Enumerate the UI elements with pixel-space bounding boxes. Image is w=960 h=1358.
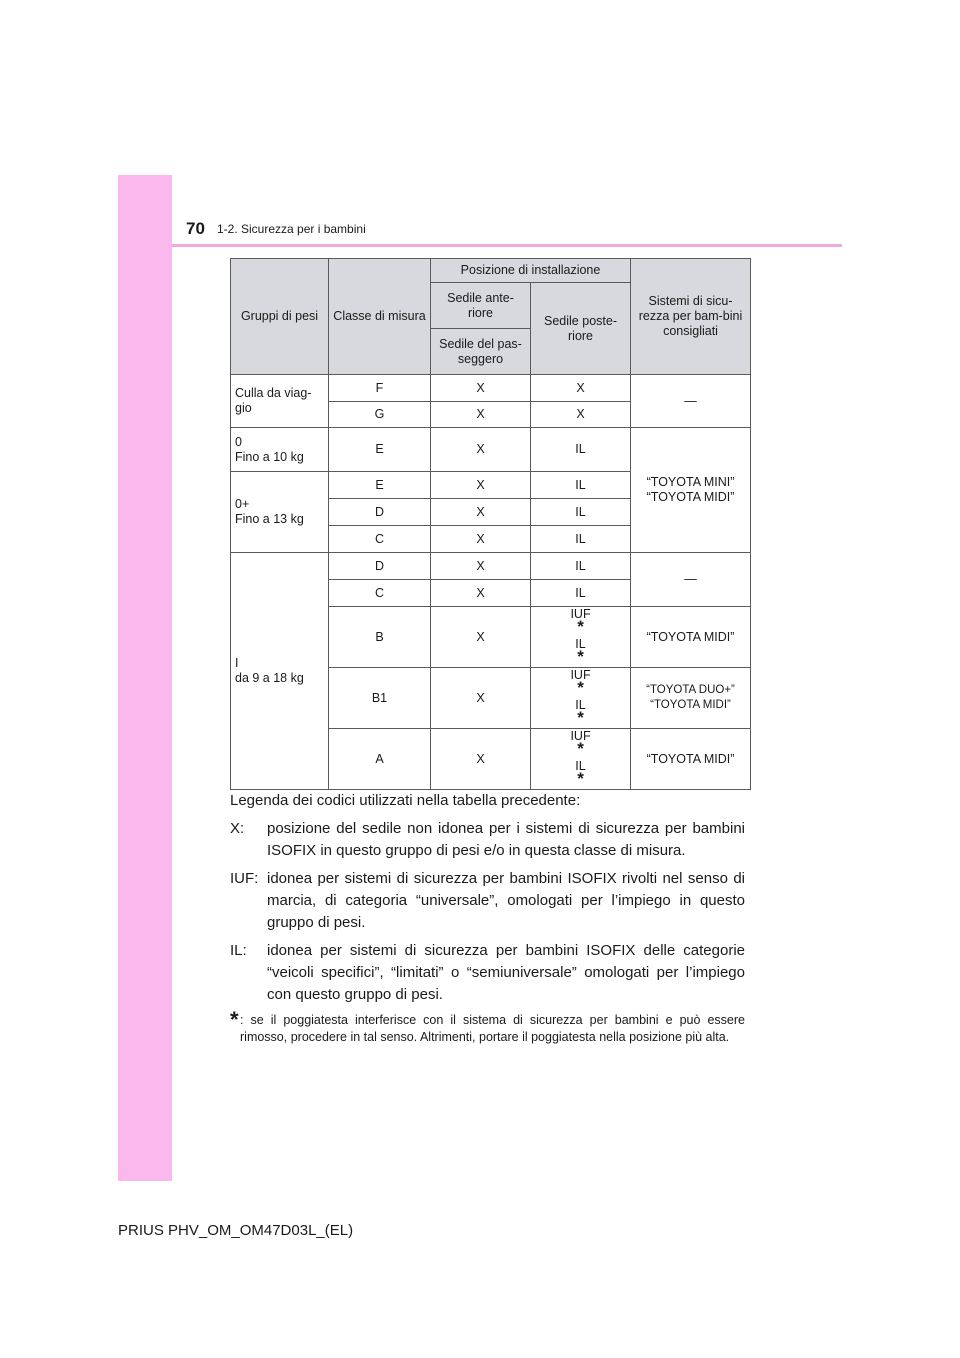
table-row (231, 428, 751, 472)
asterisk-mark: * (577, 678, 584, 697)
front-cell: X (431, 428, 531, 472)
front-cell: X (431, 472, 531, 499)
recommended-cell: “TOYOTA MIDI” (631, 729, 751, 790)
table-row (231, 553, 751, 580)
weight-group-cell: 0 Fino a 10 kg (231, 428, 329, 472)
footnote-text: : se il poggiatesta interferisce con il sistema di sicurezza per bambini e può essere rimosso, procedere in tal senso. Altrimenti, portare il poggiatesta nella posizione più alta. (240, 1013, 745, 1044)
asterisk-mark: * (577, 769, 584, 788)
front-cell: X (431, 668, 531, 729)
size-cell: E (329, 472, 431, 499)
recommended-cell: — (631, 553, 751, 607)
front-cell: X (431, 526, 531, 553)
rear-cell: IUF * IL * (531, 729, 631, 790)
rear-cell: IL (531, 580, 631, 607)
table-row (231, 375, 751, 402)
legend-item (230, 868, 745, 934)
rear-cell: IL (531, 526, 631, 553)
footnote-marker: * (230, 1007, 239, 1032)
size-cell: D (329, 553, 431, 580)
asterisk-mark: * (577, 739, 584, 758)
rear-cell: IL (531, 499, 631, 526)
header-rule (172, 244, 842, 247)
recommended-cell: “TOYOTA MIDI” (631, 607, 751, 668)
recommended-cell: “TOYOTA DUO+” “TOYOTA MIDI” (631, 668, 751, 729)
legend-text: idonea per sistemi di sicurezza per bambini ISOFIX rivolti nel senso di marcia, di categoria “universale”, omologati per l’impiego in questo gruppo di pesi. (267, 870, 745, 931)
weight-group-cell: I da 9 a 18 kg (231, 553, 329, 790)
front-cell: X (431, 402, 531, 428)
weight-group-cell: Culla da viag-gio (231, 375, 329, 428)
header-size-class: Classe di misura (329, 259, 431, 375)
recommended-cell: — (631, 375, 751, 428)
size-cell: C (329, 526, 431, 553)
legend-item (230, 940, 745, 1006)
legend-key: X: (230, 820, 245, 837)
size-cell: B1 (329, 668, 431, 729)
rear-cell: IL (531, 472, 631, 499)
rear-cell: X (531, 375, 631, 402)
size-cell: D (329, 499, 431, 526)
front-cell: X (431, 553, 531, 580)
rear-cell: IUF * IL * (531, 607, 631, 668)
front-cell: X (431, 607, 531, 668)
legend-title: Legenda dei codici utilizzati nella tabella precedente: (230, 792, 581, 809)
header-passenger-seat: Sedile del pas-seggero (431, 329, 531, 375)
header-front-seat: Sedile ante-riore (431, 283, 531, 329)
section-title: 1-2. Sicurezza per i bambini (217, 222, 366, 236)
front-cell: X (431, 375, 531, 402)
asterisk-mark: * (577, 647, 584, 666)
footnote (230, 1007, 745, 1046)
size-cell: G (329, 402, 431, 428)
rear-cell: X (531, 402, 631, 428)
size-cell: A (329, 729, 431, 790)
legend (230, 790, 745, 1046)
size-cell: C (329, 580, 431, 607)
header-installation-position: Posizione di installazione (431, 259, 631, 283)
size-cell: F (329, 375, 431, 402)
size-cell: B (329, 607, 431, 668)
side-tab-band (118, 175, 172, 1181)
doc-code: PRIUS PHV_OM_OM47D03L_(EL) (118, 1222, 354, 1239)
asterisk-mark: * (577, 617, 584, 636)
header-rear-seat: Sedile poste-riore (531, 283, 631, 375)
legend-item (230, 818, 745, 862)
recommended-cell: “TOYOTA MINI” “TOYOTA MIDI” (631, 428, 751, 553)
front-cell: X (431, 580, 531, 607)
front-cell: X (431, 729, 531, 790)
weight-group-cell: 0+ Fino a 13 kg (231, 472, 329, 553)
front-cell: X (431, 499, 531, 526)
legend-text: idonea per sistemi di sicurezza per bambini ISOFIX delle categorie “veicoli specifici”, “limitati” o “semiuniversale” omologati per l’impiego con questo gruppo di pesi. (267, 942, 745, 1003)
header-weight-group: Gruppi di pesi (231, 259, 329, 375)
size-cell: E (329, 428, 431, 472)
legend-key: IL: (230, 942, 247, 959)
page-number: 70 (186, 219, 205, 238)
legend-key: IUF: (230, 870, 259, 887)
rear-cell: IUF * IL * (531, 668, 631, 729)
rear-cell: IL (531, 428, 631, 472)
asterisk-mark: * (577, 708, 584, 727)
isofix-table (230, 258, 751, 790)
rear-cell: IL (531, 553, 631, 580)
legend-text: posizione del sedile non idonea per i sistemi di sicurezza per bambini ISOFIX in questo gruppo di pesi e/o in questa classe di misura. (267, 820, 745, 859)
header-recommended: Sistemi di sicu-rezza per bam-bini consigliati (631, 259, 751, 375)
